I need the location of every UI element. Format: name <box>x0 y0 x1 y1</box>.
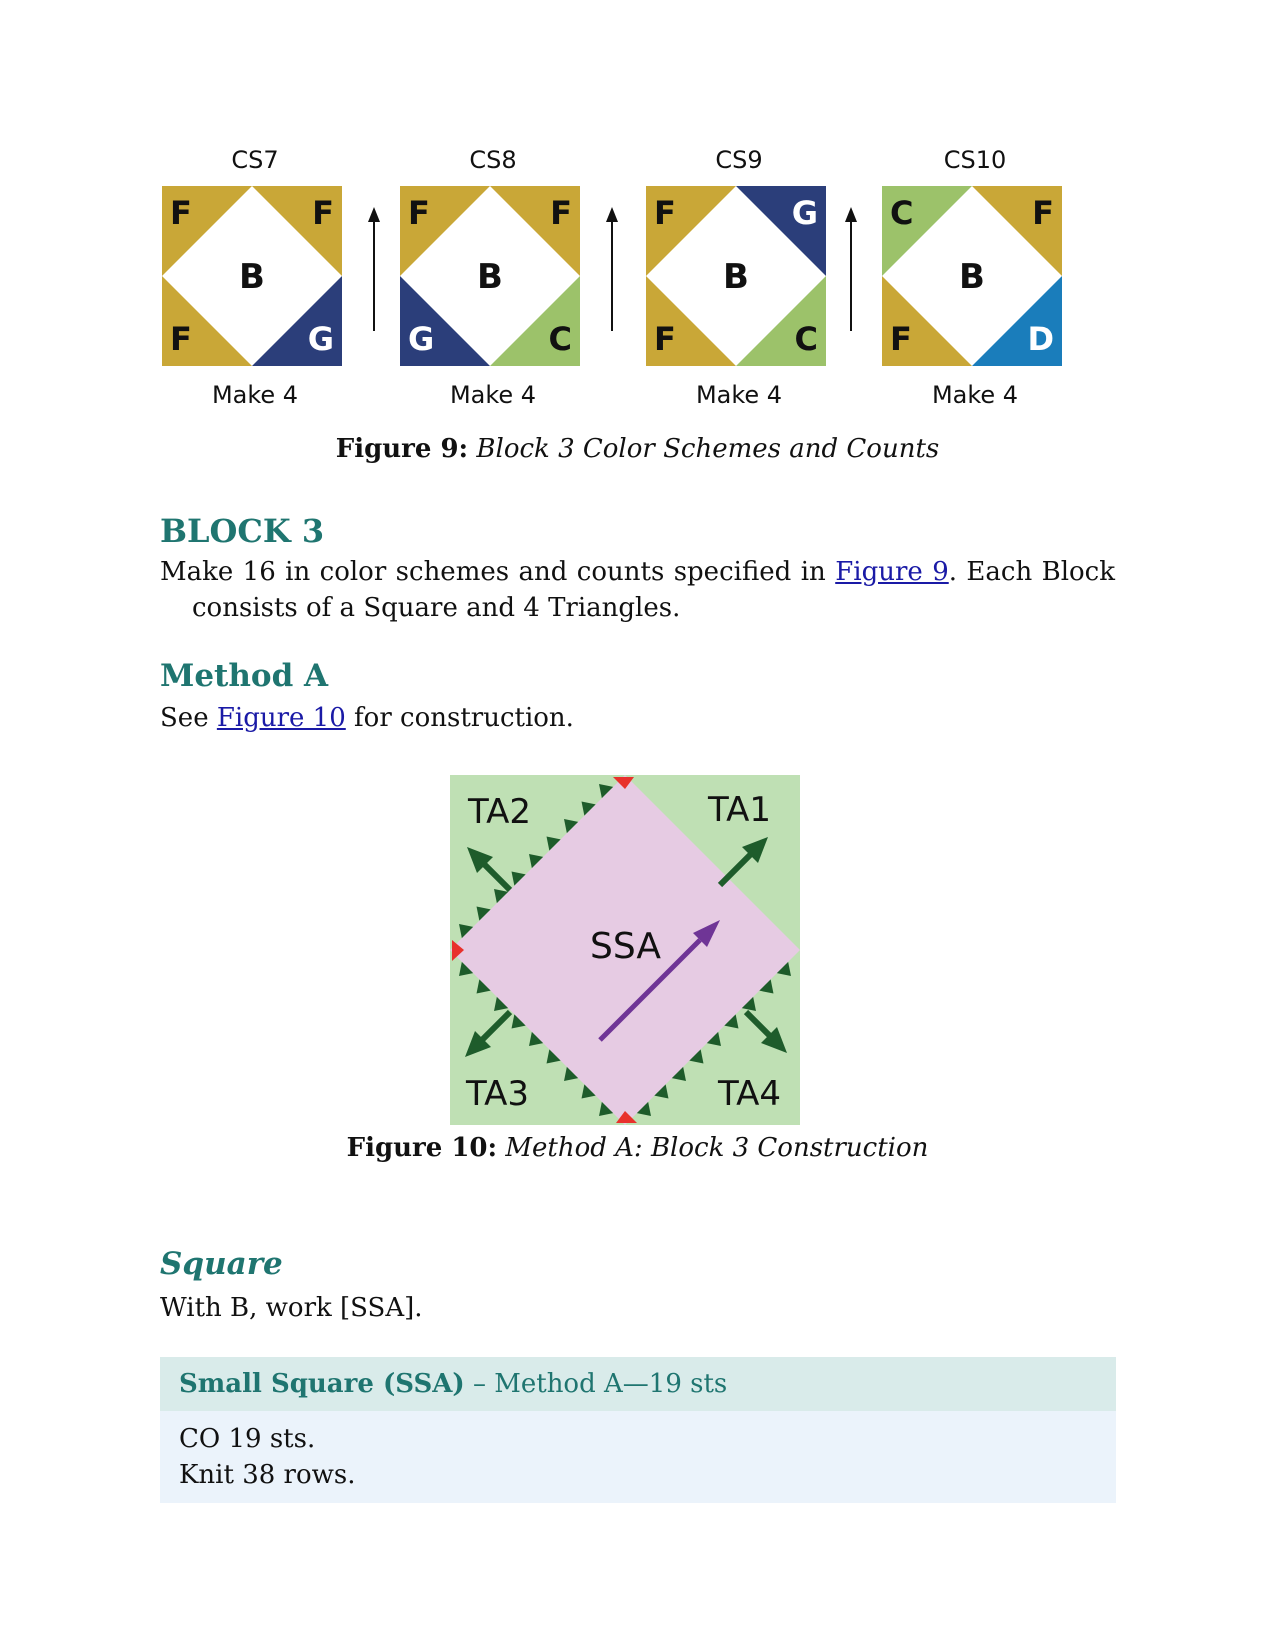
arrow-up-icon <box>367 206 381 336</box>
block-tile <box>646 186 826 366</box>
color-scheme-block <box>160 146 350 411</box>
corner-letter: D <box>1027 320 1054 358</box>
table-row: CO 19 sts. <box>179 1424 316 1454</box>
corner-letter: F <box>408 194 430 232</box>
para-text: for construction. <box>354 703 574 733</box>
make-count-label: Make 4 <box>211 381 299 409</box>
block-tile <box>162 186 342 366</box>
color-scheme-block <box>880 146 1070 411</box>
table-title: Small Square (SSA) <box>179 1369 465 1399</box>
figure-10-link[interactable]: Figure 10 <box>216 703 346 733</box>
color-scheme-label: CS10 <box>943 146 1007 174</box>
para-text: See <box>160 703 209 733</box>
table-header <box>160 1357 1116 1411</box>
section-heading: BLOCK 3 <box>160 512 325 550</box>
ssa-label: SSA <box>590 926 661 967</box>
figure-10-caption <box>0 1133 1275 1163</box>
make-count-label: Make 4 <box>695 381 783 409</box>
figure-9-link[interactable]: Figure 9 <box>835 557 949 587</box>
color-scheme-label: CS8 <box>469 146 517 174</box>
para-text: consists of a Square and 4 Triangles. <box>192 593 681 623</box>
figure-9-caption <box>0 434 1275 464</box>
make-count-label: Make 4 <box>449 381 537 409</box>
corner-letter: F <box>1032 194 1054 232</box>
corner-letter: F <box>312 194 334 232</box>
instruction-table <box>160 1357 1116 1503</box>
corner-letter: C <box>794 320 818 358</box>
corner-letter: F <box>550 194 572 232</box>
ta1-label: TA1 <box>708 790 772 830</box>
block3-paragraph <box>160 554 1115 626</box>
corner-letter: C <box>890 194 914 232</box>
color-scheme-label: CS7 <box>231 146 279 174</box>
caption-label: Figure 10: <box>346 1133 498 1163</box>
square-heading: Square <box>160 1246 283 1282</box>
ta2-label: TA2 <box>468 792 532 832</box>
corner-letter: F <box>170 320 192 358</box>
corner-letter: F <box>654 194 676 232</box>
caption-label: Figure 9: <box>335 434 469 464</box>
figure-9 <box>160 146 1115 416</box>
ta4-label: TA4 <box>718 1074 782 1114</box>
corner-letter: G <box>791 194 818 232</box>
color-scheme-block <box>644 146 834 411</box>
arrow-up-icon <box>605 206 619 336</box>
block-tile <box>882 186 1062 366</box>
method-heading: Method A <box>160 658 329 694</box>
table-body <box>160 1411 1116 1503</box>
center-letter: B <box>477 257 503 297</box>
figure-10 <box>450 775 810 1135</box>
table-row: Knit 38 rows. <box>179 1460 356 1490</box>
center-letter: B <box>959 257 985 297</box>
caption-text: Method A: Block 3 Construction <box>505 1133 929 1163</box>
make-count-label: Make 4 <box>931 381 1019 409</box>
corner-letter: F <box>170 194 192 232</box>
ta3-label: TA3 <box>466 1074 530 1114</box>
para-text: Make 16 in color schemes and counts specified in <box>160 557 826 587</box>
para-text: . Each Block <box>948 557 1115 587</box>
color-scheme-label: CS9 <box>715 146 763 174</box>
table-subtitle: – Method A—19 sts <box>464 1369 728 1399</box>
corner-letter: C <box>548 320 572 358</box>
corner-letter: G <box>307 320 334 358</box>
caption-text: Block 3 Color Schemes and Counts <box>476 434 940 464</box>
method-a-paragraph <box>160 700 1115 736</box>
arrow-up-icon <box>844 206 858 336</box>
color-scheme-block <box>398 146 588 411</box>
corner-letter: G <box>408 320 435 358</box>
center-letter: B <box>723 257 749 297</box>
block-tile <box>400 186 580 366</box>
corner-letter: F <box>890 320 912 358</box>
square-paragraph: With B, work [SSA]. <box>160 1293 423 1323</box>
corner-letter: F <box>654 320 676 358</box>
center-letter: B <box>239 257 265 297</box>
